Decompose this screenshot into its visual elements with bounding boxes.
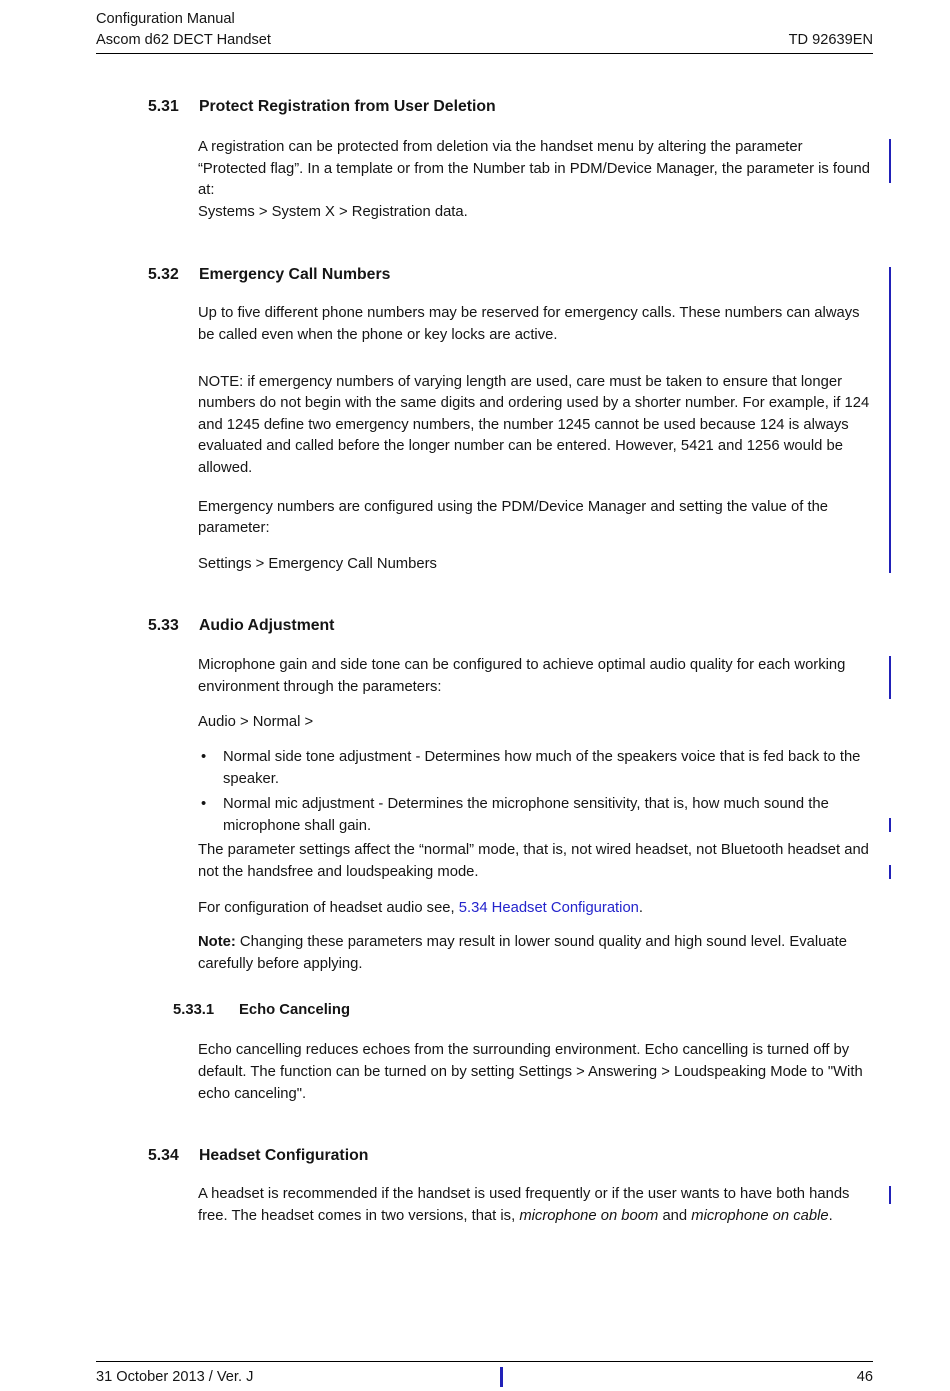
note-paragraph [198, 932, 873, 975]
paragraph [198, 1184, 873, 1227]
header-manual-title: Configuration Manual [96, 11, 235, 27]
section-heading [148, 616, 873, 635]
paragraph: Echo cancelling reduces echoes from the surrounding environment. Echo cancelling is turned off by default. The function can be turned on by setting Settings > Answering > Loudspeaking Mode to "With echo canceling". [198, 1042, 863, 1102]
paragraph-text: The parameter settings affect the “normal” mode, that is, not wired headset, not Bluetooth headset and not the handsfree and loudspeaking mode. [198, 842, 869, 881]
header-row [96, 32, 873, 54]
section-body [198, 655, 873, 975]
bullet-list [198, 747, 873, 837]
emphasized-text: microphone on cable [691, 1207, 829, 1224]
paragraph-text: For configuration of headset audio see, [198, 899, 459, 916]
menu-path: Settings > Emergency Call Numbers [198, 555, 437, 572]
menu-path: Audio > Normal > [198, 713, 314, 730]
section-title: Echo Canceling [239, 1002, 350, 1019]
paragraph [198, 840, 873, 883]
bullet-item [198, 794, 873, 837]
section-heading [148, 265, 873, 284]
section-5-34 [148, 1146, 873, 1227]
section-number: 5.32 [148, 266, 179, 284]
section-5-33-1 [148, 1001, 873, 1105]
paragraph [198, 898, 873, 920]
section-number: 5.33 [148, 617, 179, 635]
paragraph [198, 655, 873, 698]
header-product: Ascom d62 DECT Handset [96, 32, 271, 48]
footer-row [96, 1361, 873, 1385]
change-bar [889, 267, 892, 573]
paragraph: NOTE: if emergency numbers of varying length are used, care must be taken to ensure that longer numbers do not begin with the same digits and ordering used by a shorter number. For example, if 124 and 1245 define two emergency numbers, the number 1245 cannot be used because 124 is always evaluated and called before the longer number can be entered. However, 5421 and 1256 would be allowed. [198, 373, 870, 476]
header-doc-id: TD 92639EN [788, 32, 873, 48]
paragraph [198, 137, 873, 223]
section-5-33 [148, 616, 873, 975]
section-number: 5.31 [148, 98, 179, 115]
section-title: Protect Registration from User Deletion [199, 98, 496, 115]
section-title: Emergency Call Numbers [199, 266, 391, 284]
paragraph: Up to five different phone numbers may be reserved for emergency calls. These numbers can always be called even when the phone or key locks are active. [198, 305, 860, 343]
section-body [198, 137, 873, 223]
bullet-marker: • [201, 749, 207, 766]
paragraph-text: A headset is recommended if the handset is used frequently or if the user wants to have both hands free. The headset comes in two versions, that is, [198, 1186, 850, 1224]
footer-page-number: 46 [856, 1369, 873, 1385]
menu-path: Systems > System X > Registration data. [198, 203, 468, 220]
footer-date-version: 31 October 2013 / Ver. J [96, 1369, 254, 1385]
bullet-text: Normal mic adjustment - Determines the microphone sensitivity, that is, how much sound the microphone shall gain. [223, 796, 829, 834]
paragraph-text: Microphone gain and side tone can be configured to achieve optimal audio quality for each working environment through the parameters: [198, 657, 846, 695]
change-bar [889, 865, 892, 879]
paragraph-text: Changing these parameters may result in lower sound quality and high sound level. Evaluate carefully before applying. [198, 934, 847, 972]
section-heading [148, 1146, 873, 1165]
bullet-marker: • [201, 796, 207, 813]
paragraph: Emergency numbers are configured using the PDM/Device Manager and setting the value of the parameter: [198, 498, 829, 537]
bullet-item [198, 747, 873, 790]
subsection-heading [148, 1001, 873, 1020]
section-5-31 [148, 97, 873, 223]
paragraph-text: and [658, 1207, 692, 1224]
bullet-text: Normal side tone adjustment - Determines how much of the speakers voice that is fed back to the speaker. [223, 749, 861, 787]
emphasized-text: microphone on boom [519, 1207, 659, 1224]
change-bar [889, 139, 892, 183]
section-title: Headset Configuration [199, 1147, 369, 1165]
section-number: 5.34 [148, 1147, 179, 1165]
paragraph-text: A registration can be protected from deletion via the handset menu by altering the parameter “Protected flag”. In a template or from the Number tab in PDM/Device Manager, the parameter is found at: [198, 139, 870, 199]
section-5-32 [148, 265, 873, 575]
section-title: Audio Adjustment [199, 617, 335, 635]
change-bar [889, 1186, 892, 1204]
note-label: Note: [198, 934, 236, 951]
paragraph-text: . [638, 899, 644, 916]
change-bar [500, 1367, 503, 1387]
change-bar [889, 818, 892, 832]
section-body [198, 1184, 873, 1227]
page-footer [96, 1361, 873, 1385]
main-content [148, 97, 873, 1227]
section-body [198, 1040, 873, 1105]
cross-reference-link[interactable]: 5.34 Headset Configuration [458, 899, 639, 916]
paragraph-text: . [828, 1207, 833, 1224]
section-number: 5.33.1 [173, 1002, 215, 1019]
section-body [198, 303, 873, 575]
change-bar [889, 656, 892, 699]
page-header [96, 11, 873, 54]
section-heading [148, 97, 873, 116]
